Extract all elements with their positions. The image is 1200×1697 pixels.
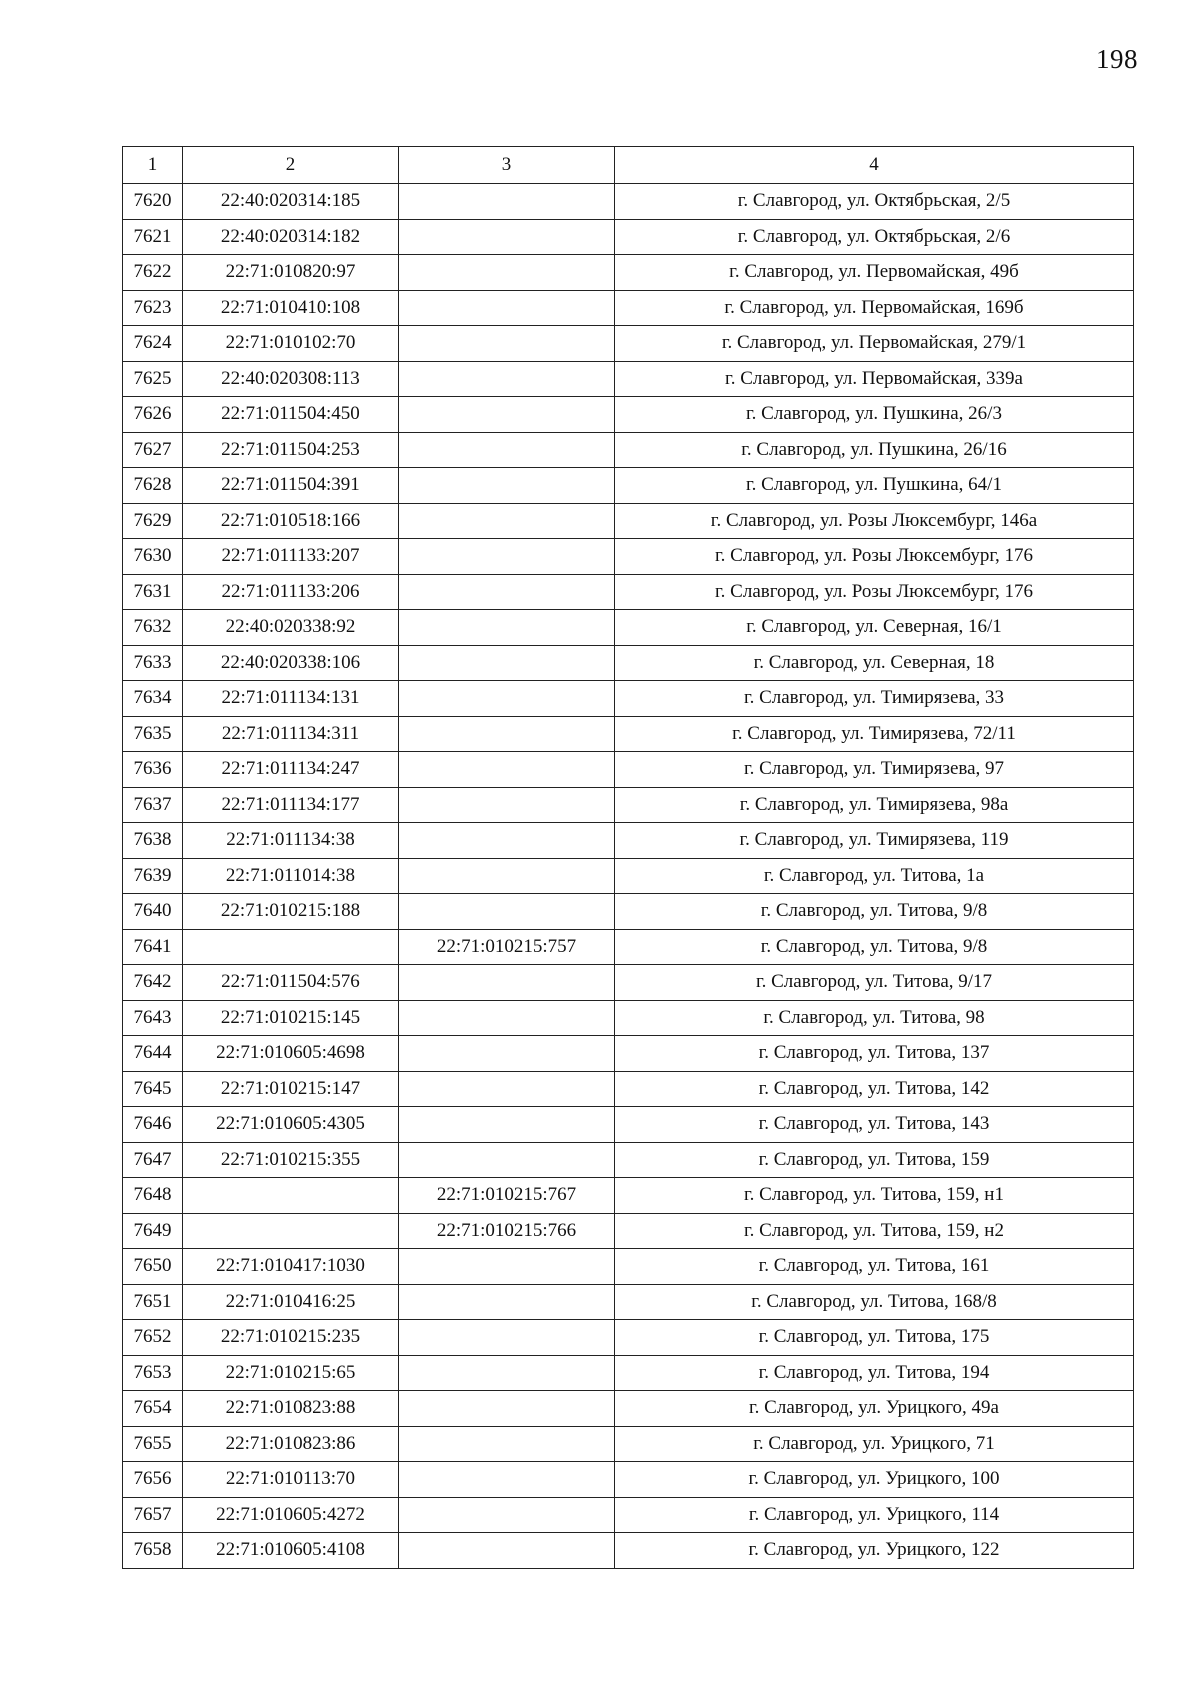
cadastral-number-cell: 22:40:020338:92 xyxy=(183,610,399,646)
address-cell: г. Славгород, ул. Титова, 9/17 xyxy=(615,965,1134,1001)
table-header-row xyxy=(123,147,1134,184)
address-cell: г. Славгород, ул. Первомайская, 339а xyxy=(615,361,1134,397)
row-number-cell: 7628 xyxy=(123,468,183,504)
cadastral-number-cell: 22:71:011014:38 xyxy=(183,858,399,894)
table-row xyxy=(123,965,1134,1001)
row-number-cell: 7643 xyxy=(123,1000,183,1036)
cadastral-number-cell: 22:71:011133:206 xyxy=(183,574,399,610)
related-cadastral-number-cell xyxy=(399,255,615,291)
row-number-cell: 7631 xyxy=(123,574,183,610)
related-cadastral-number-cell xyxy=(399,1000,615,1036)
related-cadastral-number-cell xyxy=(399,432,615,468)
cadastral-number-cell: 22:71:011504:253 xyxy=(183,432,399,468)
row-number-cell: 7638 xyxy=(123,823,183,859)
address-cell: г. Славгород, ул. Титова, 159, н2 xyxy=(615,1213,1134,1249)
related-cadastral-number-cell xyxy=(399,539,615,575)
page-number: 198 xyxy=(1096,44,1138,74)
related-cadastral-number-cell xyxy=(399,1142,615,1178)
table-row xyxy=(123,503,1134,539)
table-row xyxy=(123,1462,1134,1498)
row-number-cell: 7645 xyxy=(123,1071,183,1107)
row-number-cell: 7646 xyxy=(123,1107,183,1143)
cadastral-number-cell: 22:71:010518:166 xyxy=(183,503,399,539)
related-cadastral-number-cell xyxy=(399,965,615,1001)
row-number-cell: 7655 xyxy=(123,1426,183,1462)
table-row xyxy=(123,1284,1134,1320)
column-header-2: 2 xyxy=(183,147,399,184)
cadastral-number-cell: 22:71:010215:188 xyxy=(183,894,399,930)
address-cell: г. Славгород, ул. Урицкого, 122 xyxy=(615,1533,1134,1569)
cadastral-number-cell: 22:71:011504:391 xyxy=(183,468,399,504)
address-cell: г. Славгород, ул. Титова, 142 xyxy=(615,1071,1134,1107)
address-cell: г. Славгород, ул. Тимирязева, 97 xyxy=(615,752,1134,788)
related-cadastral-number-cell xyxy=(399,361,615,397)
row-number-cell: 7636 xyxy=(123,752,183,788)
address-cell: г. Славгород, ул. Октябрьская, 2/5 xyxy=(615,184,1134,220)
table-row xyxy=(123,1533,1134,1569)
related-cadastral-number-cell xyxy=(399,645,615,681)
table-row xyxy=(123,397,1134,433)
address-cell: г. Славгород, ул. Первомайская, 279/1 xyxy=(615,326,1134,362)
related-cadastral-number-cell xyxy=(399,397,615,433)
table-row xyxy=(123,1497,1134,1533)
row-number-cell: 7653 xyxy=(123,1355,183,1391)
table-row xyxy=(123,858,1134,894)
address-cell: г. Славгород, ул. Тимирязева, 119 xyxy=(615,823,1134,859)
related-cadastral-number-cell xyxy=(399,610,615,646)
cadastral-number-cell: 22:71:010820:97 xyxy=(183,255,399,291)
column-header-1: 1 xyxy=(123,147,183,184)
table-row xyxy=(123,823,1134,859)
table-row xyxy=(123,645,1134,681)
cadastral-number-cell: 22:71:010417:1030 xyxy=(183,1249,399,1285)
address-cell: г. Славгород, ул. Октябрьская, 2/6 xyxy=(615,219,1134,255)
cadastral-number-cell: 22:71:010410:108 xyxy=(183,290,399,326)
table-row xyxy=(123,361,1134,397)
row-number-cell: 7657 xyxy=(123,1497,183,1533)
related-cadastral-number-cell xyxy=(399,1320,615,1356)
table-row xyxy=(123,1213,1134,1249)
address-cell: г. Славгород, ул. Титова, 194 xyxy=(615,1355,1134,1391)
row-number-cell: 7632 xyxy=(123,610,183,646)
row-number-cell: 7625 xyxy=(123,361,183,397)
table-row xyxy=(123,574,1134,610)
table-row xyxy=(123,681,1134,717)
related-cadastral-number-cell xyxy=(399,219,615,255)
column-header-4: 4 xyxy=(615,147,1134,184)
related-cadastral-number-cell xyxy=(399,823,615,859)
related-cadastral-number-cell: 22:71:010215:766 xyxy=(399,1213,615,1249)
cadastral-number-cell: 22:40:020308:113 xyxy=(183,361,399,397)
related-cadastral-number-cell xyxy=(399,1391,615,1427)
cadastral-number-cell: 22:71:011134:311 xyxy=(183,716,399,752)
address-cell: г. Славгород, ул. Тимирязева, 72/11 xyxy=(615,716,1134,752)
address-cell: г. Славгород, ул. Урицкого, 114 xyxy=(615,1497,1134,1533)
address-cell: г. Славгород, ул. Северная, 16/1 xyxy=(615,610,1134,646)
table-row xyxy=(123,468,1134,504)
table-row xyxy=(123,1036,1134,1072)
address-cell: г. Славгород, ул. Титова, 9/8 xyxy=(615,894,1134,930)
cadastral-number-cell: 22:71:010416:25 xyxy=(183,1284,399,1320)
column-header-3: 3 xyxy=(399,147,615,184)
cadastral-number-cell: 22:71:011504:576 xyxy=(183,965,399,1001)
related-cadastral-number-cell xyxy=(399,1355,615,1391)
address-cell: г. Славгород, ул. Титова, 9/8 xyxy=(615,929,1134,965)
related-cadastral-number-cell: 22:71:010215:757 xyxy=(399,929,615,965)
cadastral-number-cell: 22:71:010823:86 xyxy=(183,1426,399,1462)
table-row xyxy=(123,752,1134,788)
table-row xyxy=(123,255,1134,291)
cadastral-number-cell: 22:71:010823:88 xyxy=(183,1391,399,1427)
table-row xyxy=(123,1320,1134,1356)
row-number-cell: 7624 xyxy=(123,326,183,362)
row-number-cell: 7626 xyxy=(123,397,183,433)
row-number-cell: 7620 xyxy=(123,184,183,220)
table-row xyxy=(123,787,1134,823)
related-cadastral-number-cell xyxy=(399,1036,615,1072)
cadastral-number-cell: 22:71:010215:355 xyxy=(183,1142,399,1178)
row-number-cell: 7634 xyxy=(123,681,183,717)
table-row xyxy=(123,929,1134,965)
row-number-cell: 7633 xyxy=(123,645,183,681)
address-cell: г. Славгород, ул. Титова, 159 xyxy=(615,1142,1134,1178)
address-cell: г. Славгород, ул. Тимирязева, 98а xyxy=(615,787,1134,823)
address-cell: г. Славгород, ул. Титова, 175 xyxy=(615,1320,1134,1356)
cadastral-number-cell: 22:71:010605:4305 xyxy=(183,1107,399,1143)
row-number-cell: 7629 xyxy=(123,503,183,539)
address-cell: г. Славгород, ул. Пушкина, 26/3 xyxy=(615,397,1134,433)
cadastral-number-cell: 22:71:010113:70 xyxy=(183,1462,399,1498)
related-cadastral-number-cell xyxy=(399,1497,615,1533)
address-cell: г. Славгород, ул. Титова, 168/8 xyxy=(615,1284,1134,1320)
cadastral-number-cell: 22:40:020314:182 xyxy=(183,219,399,255)
related-cadastral-number-cell xyxy=(399,858,615,894)
row-number-cell: 7647 xyxy=(123,1142,183,1178)
address-cell: г. Славгород, ул. Урицкого, 49а xyxy=(615,1391,1134,1427)
address-cell: г. Славгород, ул. Розы Люксембург, 176 xyxy=(615,574,1134,610)
related-cadastral-number-cell xyxy=(399,290,615,326)
cadastral-number-cell: 22:71:011504:450 xyxy=(183,397,399,433)
related-cadastral-number-cell xyxy=(399,894,615,930)
address-cell: г. Славгород, ул. Титова, 98 xyxy=(615,1000,1134,1036)
related-cadastral-number-cell xyxy=(399,1071,615,1107)
row-number-cell: 7656 xyxy=(123,1462,183,1498)
cadastral-number-cell: 22:71:010605:4272 xyxy=(183,1497,399,1533)
cadastral-number-cell: 22:71:010215:235 xyxy=(183,1320,399,1356)
table-row xyxy=(123,1391,1134,1427)
cadastral-number-cell: 22:71:011133:207 xyxy=(183,539,399,575)
property-table xyxy=(122,146,1134,1569)
cadastral-number-cell: 22:71:010215:147 xyxy=(183,1071,399,1107)
table-row xyxy=(123,184,1134,220)
table-row xyxy=(123,290,1134,326)
cadastral-number-cell xyxy=(183,1213,399,1249)
cadastral-number-cell: 22:71:010102:70 xyxy=(183,326,399,362)
table-body xyxy=(123,184,1134,1569)
table-row xyxy=(123,1355,1134,1391)
table-row xyxy=(123,1107,1134,1143)
row-number-cell: 7650 xyxy=(123,1249,183,1285)
cadastral-number-cell: 22:40:020338:106 xyxy=(183,645,399,681)
address-cell: г. Славгород, ул. Тимирязева, 33 xyxy=(615,681,1134,717)
address-cell: г. Славгород, ул. Пушкина, 26/16 xyxy=(615,432,1134,468)
table-row xyxy=(123,1426,1134,1462)
table-row xyxy=(123,432,1134,468)
cadastral-number-cell: 22:40:020314:185 xyxy=(183,184,399,220)
related-cadastral-number-cell: 22:71:010215:767 xyxy=(399,1178,615,1214)
address-cell: г. Славгород, ул. Титова, 137 xyxy=(615,1036,1134,1072)
related-cadastral-number-cell xyxy=(399,681,615,717)
related-cadastral-number-cell xyxy=(399,716,615,752)
address-cell: г. Славгород, ул. Титова, 1а xyxy=(615,858,1134,894)
row-number-cell: 7651 xyxy=(123,1284,183,1320)
cadastral-number-cell: 22:71:011134:247 xyxy=(183,752,399,788)
row-number-cell: 7649 xyxy=(123,1213,183,1249)
cadastral-number-cell: 22:71:011134:177 xyxy=(183,787,399,823)
related-cadastral-number-cell xyxy=(399,752,615,788)
table-row xyxy=(123,894,1134,930)
related-cadastral-number-cell xyxy=(399,184,615,220)
table-row xyxy=(123,1142,1134,1178)
row-number-cell: 7622 xyxy=(123,255,183,291)
row-number-cell: 7623 xyxy=(123,290,183,326)
address-cell: г. Славгород, ул. Розы Люксембург, 146а xyxy=(615,503,1134,539)
row-number-cell: 7640 xyxy=(123,894,183,930)
related-cadastral-number-cell xyxy=(399,468,615,504)
address-cell: г. Славгород, ул. Первомайская, 49б xyxy=(615,255,1134,291)
table-row xyxy=(123,1249,1134,1285)
cadastral-number-cell: 22:71:010605:4108 xyxy=(183,1533,399,1569)
row-number-cell: 7641 xyxy=(123,929,183,965)
row-number-cell: 7630 xyxy=(123,539,183,575)
address-cell: г. Славгород, ул. Пушкина, 64/1 xyxy=(615,468,1134,504)
cadastral-number-cell: 22:71:010215:145 xyxy=(183,1000,399,1036)
row-number-cell: 7621 xyxy=(123,219,183,255)
row-number-cell: 7644 xyxy=(123,1036,183,1072)
row-number-cell: 7637 xyxy=(123,787,183,823)
table-row xyxy=(123,539,1134,575)
table-row xyxy=(123,1071,1134,1107)
cadastral-number-cell: 22:71:010605:4698 xyxy=(183,1036,399,1072)
related-cadastral-number-cell xyxy=(399,326,615,362)
related-cadastral-number-cell xyxy=(399,1249,615,1285)
row-number-cell: 7635 xyxy=(123,716,183,752)
related-cadastral-number-cell xyxy=(399,787,615,823)
row-number-cell: 7627 xyxy=(123,432,183,468)
address-cell: г. Славгород, ул. Урицкого, 100 xyxy=(615,1462,1134,1498)
address-cell: г. Славгород, ул. Розы Люксембург, 176 xyxy=(615,539,1134,575)
table-row xyxy=(123,610,1134,646)
address-cell: г. Славгород, ул. Титова, 161 xyxy=(615,1249,1134,1285)
related-cadastral-number-cell xyxy=(399,1107,615,1143)
address-cell: г. Славгород, ул. Титова, 143 xyxy=(615,1107,1134,1143)
related-cadastral-number-cell xyxy=(399,574,615,610)
address-cell: г. Славгород, ул. Северная, 18 xyxy=(615,645,1134,681)
related-cadastral-number-cell xyxy=(399,1426,615,1462)
table-row xyxy=(123,716,1134,752)
related-cadastral-number-cell xyxy=(399,1533,615,1569)
row-number-cell: 7639 xyxy=(123,858,183,894)
table-row xyxy=(123,1178,1134,1214)
table-row xyxy=(123,219,1134,255)
cadastral-number-cell: 22:71:011134:38 xyxy=(183,823,399,859)
row-number-cell: 7658 xyxy=(123,1533,183,1569)
row-number-cell: 7654 xyxy=(123,1391,183,1427)
cadastral-number-cell: 22:71:011134:131 xyxy=(183,681,399,717)
related-cadastral-number-cell xyxy=(399,1284,615,1320)
table-row xyxy=(123,1000,1134,1036)
row-number-cell: 7652 xyxy=(123,1320,183,1356)
cadastral-number-cell xyxy=(183,1178,399,1214)
table-row xyxy=(123,326,1134,362)
cadastral-number-cell xyxy=(183,929,399,965)
cadastral-number-cell: 22:71:010215:65 xyxy=(183,1355,399,1391)
related-cadastral-number-cell xyxy=(399,1462,615,1498)
row-number-cell: 7648 xyxy=(123,1178,183,1214)
related-cadastral-number-cell xyxy=(399,503,615,539)
address-cell: г. Славгород, ул. Первомайская, 169б xyxy=(615,290,1134,326)
address-cell: г. Славгород, ул. Титова, 159, н1 xyxy=(615,1178,1134,1214)
address-cell: г. Славгород, ул. Урицкого, 71 xyxy=(615,1426,1134,1462)
row-number-cell: 7642 xyxy=(123,965,183,1001)
